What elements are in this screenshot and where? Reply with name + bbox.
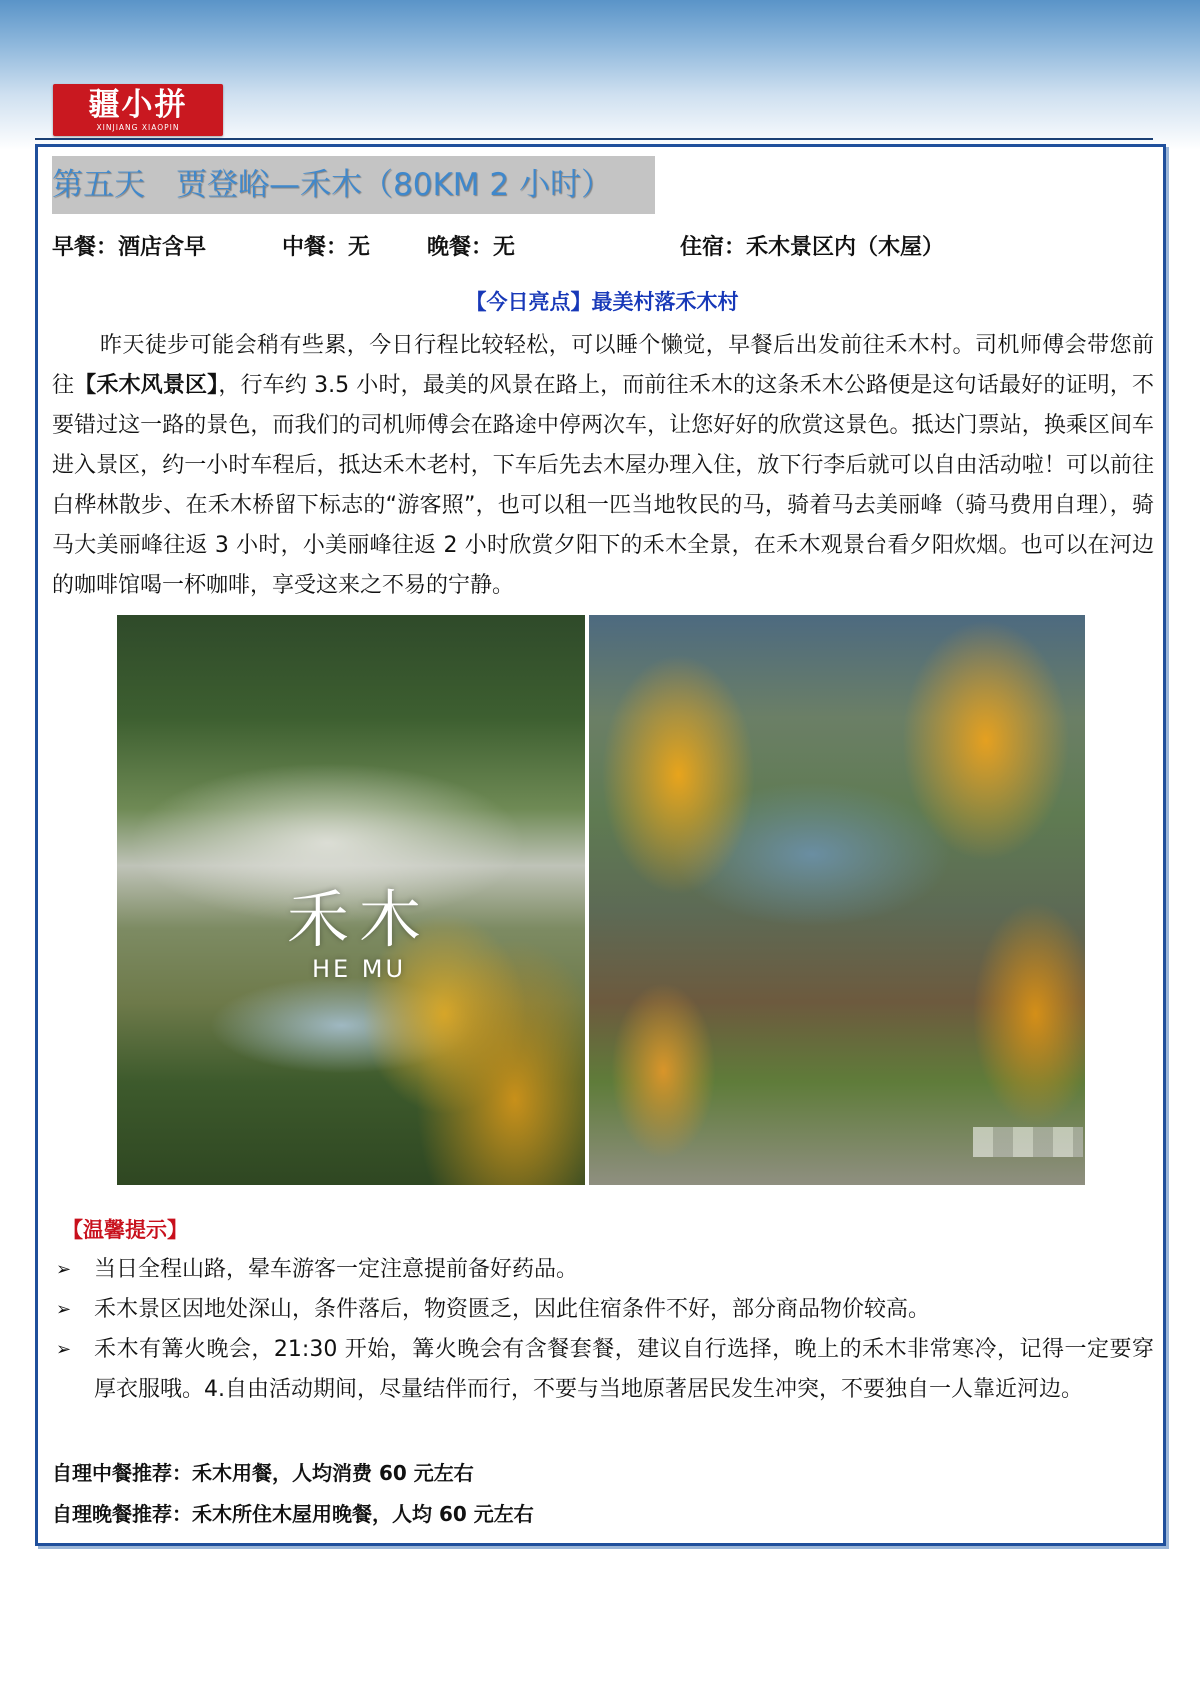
arrow-bullet-icon: ➢ — [56, 1259, 72, 1280]
list-item — [52, 1250, 1154, 1290]
lodging-info: 住宿：禾木景区内（木屋） — [680, 235, 945, 260]
arrow-bullet-icon: ➢ — [56, 1339, 72, 1360]
list-item — [52, 1330, 1154, 1410]
logo-cn-text: 疆小拼 — [88, 87, 188, 123]
photo-caption-cn: 禾木 — [287, 883, 432, 956]
paragraph-bold-scenic-area: 【禾木风景区】 — [74, 373, 219, 398]
paragraph-part1: 昨天徒步可能会稍有些累，今日行程比较轻松，可以睡个懒觉，早餐后出发前往禾木村。司机师傅会带您前往 — [52, 333, 1154, 398]
tips-list — [52, 1250, 1154, 1410]
lunch-recommendation: 自理中餐推荐：禾木用餐，人均消费 60 元左右 — [52, 1461, 474, 1485]
tip-text: 当日全程山路，晕车游客一定注意提前备好药品。 — [94, 1257, 579, 1282]
photo-caption-en: HE MU — [311, 955, 407, 983]
hemu-valley-photo — [117, 615, 585, 1185]
header-divider — [35, 138, 1153, 140]
tips-title: 【温馨提示】 — [62, 1218, 188, 1242]
watermark-blur — [973, 1127, 1083, 1157]
itinerary-paragraph — [52, 326, 1154, 606]
day-title: 第五天 贾登峪—禾木（80KM 2 小时） — [52, 156, 655, 214]
tip-text: 禾木景区因地处深山，条件落后，物资匮乏，因此住宿条件不好，部分商品物价较高。 — [94, 1297, 931, 1322]
dinner-recommendation: 自理晚餐推荐：禾木所住木屋用晚餐，人均 60 元左右 — [52, 1502, 534, 1526]
today-highlight: 【今日亮点】最美村落禾木村 — [465, 290, 739, 314]
photo-caption — [287, 885, 431, 983]
brand-logo — [53, 84, 223, 136]
logo-en-text: XINJIANG XIAOPIN — [96, 123, 180, 132]
dinner-info: 晚餐：无 — [427, 235, 516, 260]
breakfast-info: 早餐：酒店含早 — [52, 235, 207, 260]
hemu-village-photo — [589, 615, 1085, 1185]
lunch-info: 中餐：无 — [282, 235, 371, 260]
arrow-bullet-icon: ➢ — [56, 1299, 72, 1320]
paragraph-part2: ，行车约 3.5 小时，最美的风景在路上，而前往禾木的这条禾木公路便是这句话最好的证明，不要错过这一路的景色，而我们的司机师傅会在路途中停两次车，让您好好的欣赏这景色。抵达门票站，换乘区间车进入景区，约一小时车程后，抵达禾木老村，下车后先去木屋办理入住，放下行李后就可以自由活动啦！可以前往白桦林散步、在禾木桥留下标志的“游客照”，也可以租一匹当地牧民的马，骑着马去美丽峰（骑马费用自理），骑马大美丽峰往返 3 小时，小美丽峰往返 2 小时欣赏夕阳下的禾木全景，在禾木观景台看夕阳炊烟。也可以在河边的咖啡馆喝一杯咖啡，享受这来之不易的宁静。 — [52, 373, 1154, 598]
list-item — [52, 1290, 1154, 1330]
tip-text: 禾木有篝火晚会，21:30 开始，篝火晚会有含餐套餐，建议自行选择，晚上的禾木非常寒冷，记得一定要穿厚衣服哦。4.自由活动期间，尽量结伴而行，不要与当地原著居民发生冲突，不要独自一人靠近河边。 — [94, 1337, 1154, 1402]
